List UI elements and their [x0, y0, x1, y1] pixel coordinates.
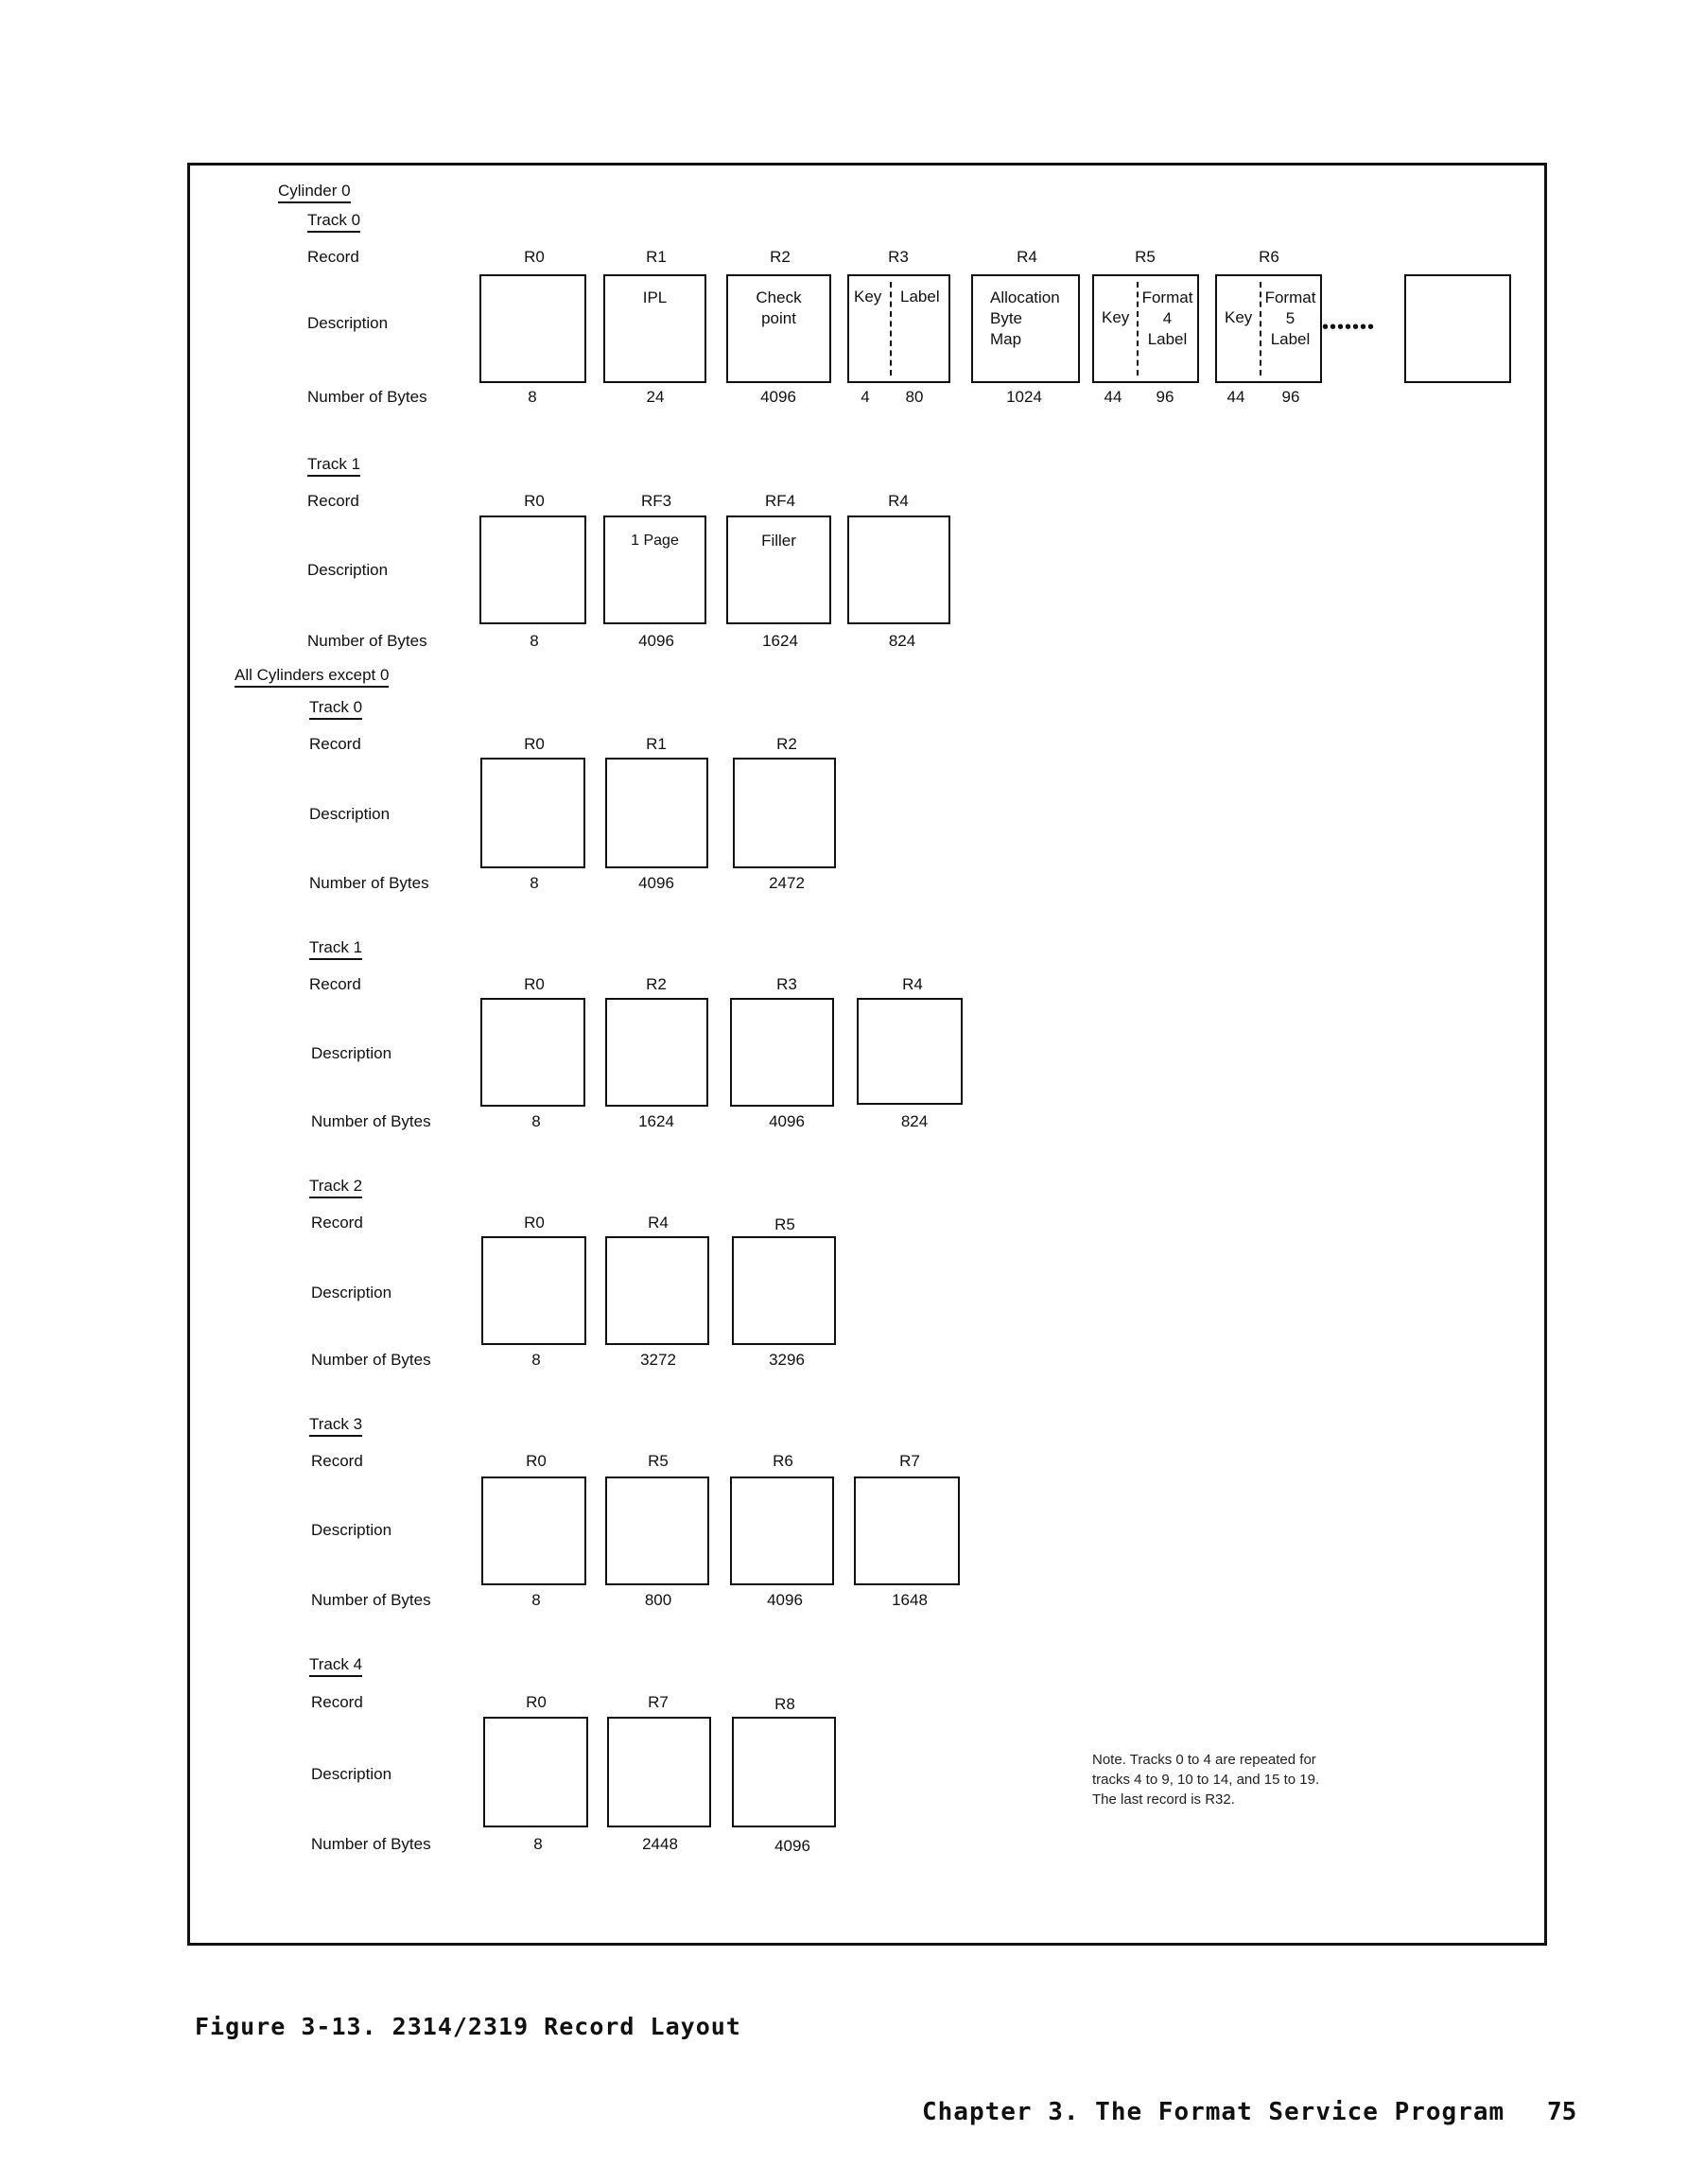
note-line: tracks 4 to 9, 10 to 14, and 15 to 19. — [1092, 1772, 1320, 1788]
byte-count: 8 — [533, 1835, 543, 1853]
byte-count: 800 — [644, 1591, 672, 1609]
record-label: R0 — [526, 1693, 547, 1711]
byte-count: 2448 — [642, 1835, 678, 1853]
record-box — [847, 515, 950, 624]
byte-count: 4096 — [638, 874, 674, 892]
record-label: R7 — [899, 1452, 920, 1470]
row-label-record: Record — [307, 248, 359, 266]
record-label: R4 — [902, 975, 923, 993]
row-label-record: Record — [311, 1452, 363, 1470]
byte-count: 1624 — [638, 1112, 674, 1130]
record-box — [971, 274, 1080, 383]
row-label-bytes: Number of Bytes — [311, 1112, 431, 1130]
record-box — [603, 274, 706, 383]
record-description: IPL — [642, 288, 668, 306]
byte-count: 2472 — [769, 874, 805, 892]
record-box-key-label — [847, 274, 950, 383]
record-label: R0 — [524, 248, 545, 266]
row-label-record: Record — [307, 492, 359, 510]
row-label-description: Description — [307, 314, 389, 332]
record-box — [730, 998, 834, 1107]
byte-count: 8 — [530, 874, 539, 892]
record-label-text: Label — [900, 288, 940, 306]
note-line: The last record is R32. — [1092, 1791, 1235, 1808]
record-label: R2 — [646, 975, 667, 993]
row-label-description: Description — [311, 1284, 392, 1302]
record-box — [726, 515, 831, 624]
byte-count: 80 — [905, 388, 924, 406]
byte-count: 3296 — [769, 1351, 805, 1369]
record-box — [479, 515, 586, 624]
record-box — [854, 1476, 960, 1585]
record-box — [857, 998, 963, 1105]
note-line: Note. Tracks 0 to 4 are repeated for — [1092, 1752, 1316, 1768]
row-label-description: Description — [307, 561, 389, 579]
record-box-key-label — [1215, 274, 1322, 383]
record-label: R0 — [524, 492, 545, 510]
row-label-record: Record — [311, 1214, 363, 1232]
record-box — [480, 758, 585, 868]
byte-count: 1624 — [762, 632, 798, 650]
record-label: R5 — [1135, 248, 1156, 266]
record-description: Filler — [761, 532, 796, 550]
track-heading: Track 1 — [307, 455, 360, 477]
row-label-description: Description — [309, 805, 391, 823]
record-box — [480, 998, 585, 1107]
track-heading: Track 4 — [309, 1655, 362, 1677]
byte-count: 44 — [1226, 388, 1245, 406]
record-key-text: Key — [1102, 308, 1130, 326]
row-label-description: Description — [311, 1044, 392, 1062]
record-label: R4 — [648, 1214, 669, 1232]
record-label: RF4 — [764, 492, 796, 510]
record-label: R3 — [888, 248, 909, 266]
record-description: Allocation Byte Map — [990, 288, 1060, 348]
byte-count: 8 — [528, 388, 537, 406]
byte-count: 8 — [531, 1591, 541, 1609]
row-label-record: Record — [311, 1693, 363, 1711]
byte-count: 824 — [888, 632, 916, 650]
byte-count: 824 — [900, 1112, 929, 1130]
record-key-text: Key — [1225, 308, 1253, 326]
row-label-bytes: Number of Bytes — [307, 388, 427, 406]
row-label-bytes: Number of Bytes — [311, 1351, 431, 1369]
record-box — [1404, 274, 1511, 383]
track-heading: Track 0 — [307, 211, 360, 233]
row-label-bytes: Number of Bytes — [311, 1591, 431, 1609]
byte-count: 3272 — [640, 1351, 676, 1369]
record-label: R1 — [646, 248, 667, 266]
record-box — [605, 1476, 709, 1585]
record-box — [483, 1717, 588, 1827]
row-label-bytes: Number of Bytes — [309, 874, 429, 892]
byte-count: 4096 — [774, 1837, 810, 1855]
row-label-description: Description — [311, 1765, 392, 1783]
record-description: 1 Page — [631, 533, 679, 549]
row-label-description: Description — [311, 1521, 392, 1539]
page-number: 75 — [1547, 2098, 1577, 2126]
record-box — [605, 998, 708, 1107]
continuation-dots: ••••••• — [1322, 317, 1376, 338]
record-label: R8 — [774, 1695, 795, 1713]
record-label: R7 — [648, 1693, 669, 1711]
record-label: R5 — [774, 1215, 795, 1233]
record-box — [732, 1236, 836, 1345]
byte-count: 96 — [1156, 388, 1174, 406]
record-box — [607, 1717, 711, 1827]
record-label: RF3 — [640, 492, 672, 510]
record-label: R4 — [888, 492, 909, 510]
record-box — [732, 1717, 836, 1827]
record-label: R2 — [776, 735, 797, 753]
section-heading-all-cylinders: All Cylinders except 0 — [235, 666, 389, 688]
record-label-text: Format 4 Label — [1141, 288, 1193, 348]
record-box — [481, 1476, 586, 1585]
track-heading: Track 2 — [309, 1177, 362, 1198]
record-label: R6 — [773, 1452, 793, 1470]
byte-count: 4096 — [638, 632, 674, 650]
row-label-bytes: Number of Bytes — [311, 1835, 431, 1853]
record-box — [605, 758, 708, 868]
key-divider — [890, 282, 892, 376]
record-label: R1 — [646, 735, 667, 753]
byte-count: 8 — [531, 1351, 541, 1369]
row-label-record: Record — [309, 735, 361, 753]
byte-count: 1648 — [892, 1591, 928, 1609]
record-label-text: Format 5 Label — [1264, 288, 1316, 348]
record-box — [603, 515, 706, 624]
byte-count: 8 — [530, 632, 539, 650]
track-heading: Track 0 — [309, 698, 362, 720]
byte-count: 4 — [861, 388, 870, 406]
track-heading: Track 1 — [309, 938, 362, 960]
byte-count: 44 — [1104, 388, 1122, 406]
record-key-text: Key — [854, 288, 882, 306]
record-box — [605, 1236, 709, 1345]
record-label: R0 — [524, 735, 545, 753]
figure-caption: Figure 3-13. 2314/2319 Record Layout — [195, 2013, 741, 2040]
record-box — [479, 274, 586, 383]
row-label-bytes: Number of Bytes — [307, 632, 427, 650]
record-label: R3 — [776, 975, 797, 993]
record-box — [733, 758, 836, 868]
byte-count: 4096 — [769, 1112, 805, 1130]
record-label: R0 — [524, 975, 545, 993]
record-label: R0 — [526, 1452, 547, 1470]
byte-count: 8 — [531, 1112, 541, 1130]
record-box — [481, 1236, 586, 1345]
record-label: R0 — [524, 1214, 545, 1232]
record-description: Check point — [756, 288, 802, 327]
record-label: R6 — [1259, 248, 1279, 266]
section-heading-cylinder-0: Cylinder 0 — [278, 182, 351, 203]
record-label: R4 — [1017, 248, 1037, 266]
track-heading: Track 3 — [309, 1415, 362, 1437]
record-label: R5 — [648, 1452, 669, 1470]
row-label-record: Record — [309, 975, 361, 993]
byte-count: 1024 — [1006, 388, 1042, 406]
record-box — [730, 1476, 834, 1585]
record-label: R2 — [770, 248, 791, 266]
byte-count: 4096 — [760, 388, 796, 406]
byte-count: 96 — [1281, 388, 1300, 406]
byte-count: 24 — [646, 388, 665, 406]
figure-note — [1092, 1750, 1319, 1809]
page-footer-chapter: Chapter 3. The Format Service Program — [922, 2098, 1505, 2126]
record-box-key-label — [1092, 274, 1199, 383]
byte-count: 4096 — [767, 1591, 803, 1609]
record-box — [726, 274, 831, 383]
